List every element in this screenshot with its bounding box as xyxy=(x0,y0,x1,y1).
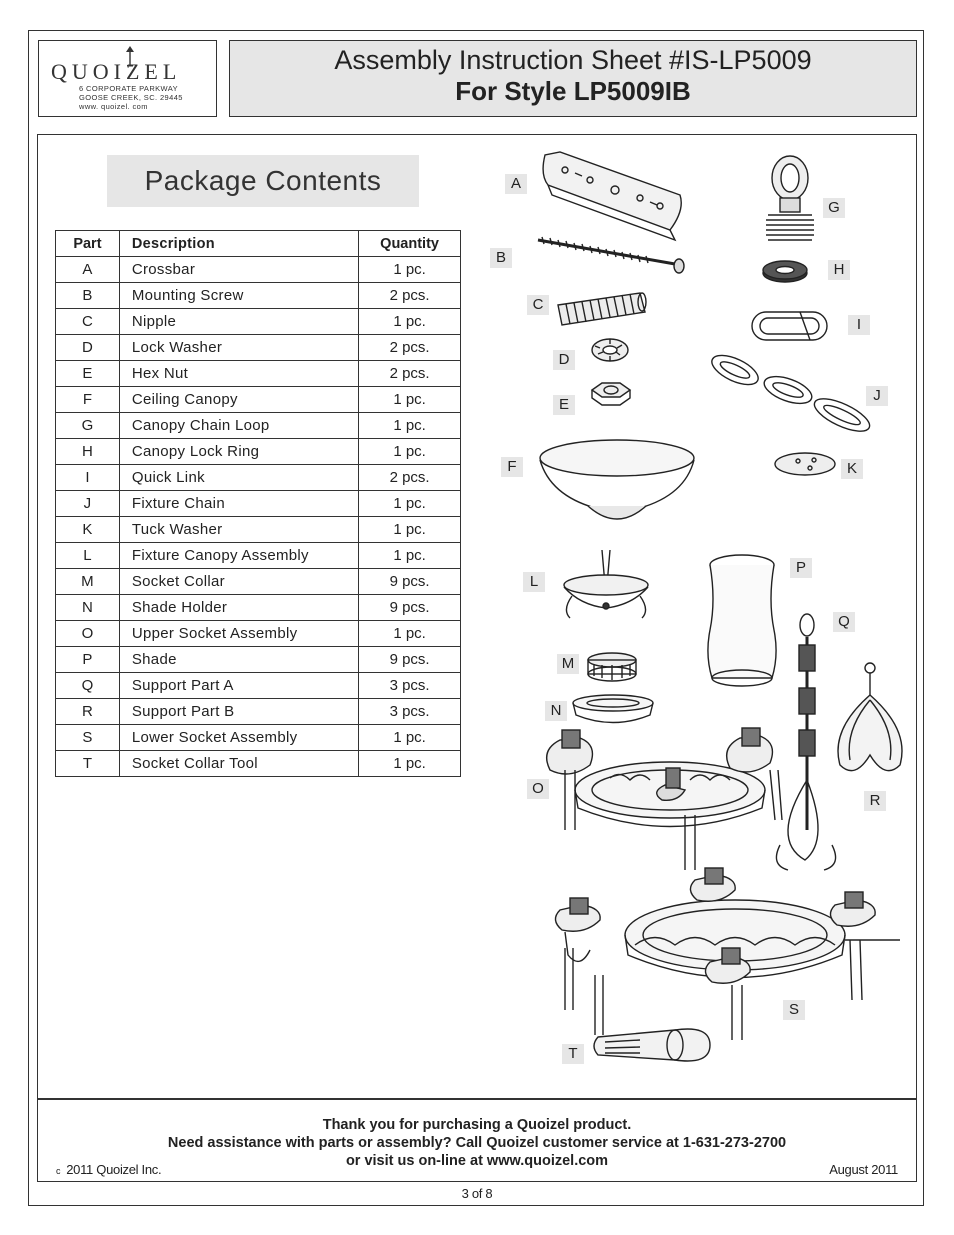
nipple-drawing xyxy=(558,293,646,325)
table-row xyxy=(56,725,461,751)
quantity-cell: 2 pcs. xyxy=(359,465,461,491)
quantity-cell: 1 pc. xyxy=(359,257,461,283)
quantity-cell: 9 pcs. xyxy=(359,569,461,595)
part-cell: Q xyxy=(56,673,120,699)
description-cell: Fixture Canopy Assembly xyxy=(119,543,358,569)
lock-washer-drawing xyxy=(592,339,628,361)
part-cell: P xyxy=(56,647,120,673)
quantity-cell: 2 pcs. xyxy=(359,283,461,309)
description-cell: Support Part B xyxy=(119,699,358,725)
label-q: Q xyxy=(833,612,855,632)
part-cell: S xyxy=(56,725,120,751)
table-row xyxy=(56,413,461,439)
description-cell: Canopy Lock Ring xyxy=(119,439,358,465)
shade-holder-drawing xyxy=(573,695,653,723)
quantity-cell: 2 pcs. xyxy=(359,361,461,387)
table-row xyxy=(56,673,461,699)
part-cell: I xyxy=(56,465,120,491)
copyright-symbol: c xyxy=(56,1166,61,1176)
label-m: M xyxy=(557,654,579,674)
copyright-text: 2011 Quoizel Inc. xyxy=(66,1162,162,1177)
label-d: D xyxy=(553,350,575,370)
table-row xyxy=(56,387,461,413)
footer xyxy=(37,1099,917,1182)
crossbar-drawing xyxy=(543,152,681,240)
label-h: H xyxy=(828,260,850,280)
part-cell: L xyxy=(56,543,120,569)
hex-nut-drawing xyxy=(592,383,630,405)
header-description: Description xyxy=(119,231,358,257)
header-quantity: Quantity xyxy=(359,231,461,257)
part-cell: A xyxy=(56,257,120,283)
label-n: N xyxy=(545,701,567,721)
style-title: For Style LP5009IB xyxy=(455,76,691,106)
page-number: 3 of 8 xyxy=(461,1186,493,1201)
description-cell: Lower Socket Assembly xyxy=(119,725,358,751)
table-row xyxy=(56,439,461,465)
label-e: E xyxy=(553,395,575,415)
quantity-cell: 1 pc. xyxy=(359,413,461,439)
title-box xyxy=(229,40,917,117)
socket-collar-drawing xyxy=(588,653,636,681)
label-p: P xyxy=(790,558,812,578)
socket-collar-tool-drawing xyxy=(594,1029,710,1061)
description-cell: Shade xyxy=(119,647,358,673)
table-row xyxy=(56,465,461,491)
footer-message xyxy=(38,1116,916,1170)
fixture-canopy-assembly-drawing xyxy=(564,550,648,618)
part-cell: G xyxy=(56,413,120,439)
description-cell: Mounting Screw xyxy=(119,283,358,309)
part-cell: T xyxy=(56,751,120,777)
footer-website: or visit us on-line at www.quoizel.com xyxy=(345,1153,609,1169)
quantity-cell: 1 pc. xyxy=(359,439,461,465)
table-row xyxy=(56,647,461,673)
support-part-b-drawing xyxy=(838,663,902,771)
fixture-chain-drawing xyxy=(708,349,874,437)
quantity-cell: 9 pcs. xyxy=(359,647,461,673)
header-part: Part xyxy=(56,231,120,257)
description-cell: Socket Collar xyxy=(119,569,358,595)
description-cell: Lock Washer xyxy=(119,335,358,361)
label-a: A xyxy=(505,174,527,194)
part-cell: E xyxy=(56,361,120,387)
table-row xyxy=(56,283,461,309)
table-row xyxy=(56,361,461,387)
part-cell: R xyxy=(56,699,120,725)
ceiling-canopy-drawing xyxy=(540,440,694,519)
quantity-cell: 1 pc. xyxy=(359,725,461,751)
label-o: O xyxy=(527,779,549,799)
logo-wordmark: QUOIZEL xyxy=(51,59,182,84)
label-b: B xyxy=(490,248,512,268)
description-cell: Crossbar xyxy=(119,257,358,283)
footer-assistance: Need assistance with parts or assembly? Call Quoizel customer service at 1-631-273-2700 xyxy=(167,1135,787,1151)
part-cell: N xyxy=(56,595,120,621)
table-row xyxy=(56,595,461,621)
label-g: G xyxy=(823,198,845,218)
parts-table xyxy=(55,230,461,777)
part-cell: F xyxy=(56,387,120,413)
quantity-cell: 1 pc. xyxy=(359,621,461,647)
description-cell: Socket Collar Tool xyxy=(119,751,358,777)
parts-drawing xyxy=(470,140,910,1080)
quantity-cell: 1 pc. xyxy=(359,387,461,413)
upper-socket-assembly-drawing xyxy=(547,728,782,870)
quantity-cell: 3 pcs. xyxy=(359,673,461,699)
quantity-cell: 1 pc. xyxy=(359,491,461,517)
description-cell: Support Part A xyxy=(119,673,358,699)
table-row xyxy=(56,751,461,777)
table-row xyxy=(56,257,461,283)
description-cell: Hex Nut xyxy=(119,361,358,387)
description-cell: Tuck Washer xyxy=(119,517,358,543)
canopy-lock-ring-drawing xyxy=(763,261,807,282)
quantity-cell: 1 pc. xyxy=(359,751,461,777)
description-cell: Shade Holder xyxy=(119,595,358,621)
label-t: T xyxy=(562,1044,584,1064)
quick-link-drawing xyxy=(752,312,827,340)
table-row xyxy=(56,543,461,569)
quantity-cell: 1 pc. xyxy=(359,517,461,543)
address-line-2: GOOSE CREEK, SC. 29445 xyxy=(79,93,183,102)
table-row xyxy=(56,491,461,517)
table-row xyxy=(56,335,461,361)
footer-thank-you: Thank you for purchasing a Quoizel product. xyxy=(322,1117,632,1133)
label-k: K xyxy=(841,459,863,479)
mounting-screw-drawing xyxy=(538,237,684,273)
description-cell: Fixture Chain xyxy=(119,491,358,517)
part-cell: M xyxy=(56,569,120,595)
quantity-cell: 9 pcs. xyxy=(359,595,461,621)
description-cell: Upper Socket Assembly xyxy=(119,621,358,647)
table-row xyxy=(56,309,461,335)
description-cell: Canopy Chain Loop xyxy=(119,413,358,439)
part-cell: H xyxy=(56,439,120,465)
quantity-cell: 2 pcs. xyxy=(359,335,461,361)
label-s: S xyxy=(783,1000,805,1020)
quantity-cell: 1 pc. xyxy=(359,543,461,569)
logo-box xyxy=(38,40,217,117)
quantity-cell: 3 pcs. xyxy=(359,699,461,725)
support-part-a-drawing xyxy=(776,614,835,870)
table-row xyxy=(56,569,461,595)
website: www. quoizel. com xyxy=(79,102,148,111)
address-line-1: 6 CORPORATE PARKWAY xyxy=(79,84,179,93)
table-row xyxy=(56,699,461,725)
quantity-cell: 1 pc. xyxy=(359,309,461,335)
tuck-washer-drawing xyxy=(775,453,835,475)
table-row xyxy=(56,517,461,543)
description-cell: Ceiling Canopy xyxy=(119,387,358,413)
table-row xyxy=(56,621,461,647)
description-cell: Quick Link xyxy=(119,465,358,491)
parts-illustration xyxy=(470,140,910,1080)
shade-drawing xyxy=(708,555,776,686)
label-j: J xyxy=(866,386,888,406)
part-cell: J xyxy=(56,491,120,517)
part-cell: D xyxy=(56,335,120,361)
part-cell: B xyxy=(56,283,120,309)
part-cell: C xyxy=(56,309,120,335)
label-c: C xyxy=(527,295,549,315)
part-cell: K xyxy=(56,517,120,543)
part-cell: O xyxy=(56,621,120,647)
issue-date: August 2011 xyxy=(829,1162,898,1177)
canopy-chain-loop-drawing xyxy=(766,156,814,240)
package-contents-heading: Package Contents xyxy=(107,155,419,207)
label-i: I xyxy=(848,315,870,335)
table-header-row xyxy=(56,231,461,257)
parts-table-body xyxy=(56,257,461,777)
label-r: R xyxy=(864,791,886,811)
label-f: F xyxy=(501,457,523,477)
copyright xyxy=(56,1162,161,1177)
label-l: L xyxy=(523,572,545,592)
logo-address xyxy=(79,84,183,111)
sheet-title: Assembly Instruction Sheet #IS-LP5009 xyxy=(334,45,812,75)
description-cell: Nipple xyxy=(119,309,358,335)
lower-socket-assembly-drawing xyxy=(555,868,900,1040)
